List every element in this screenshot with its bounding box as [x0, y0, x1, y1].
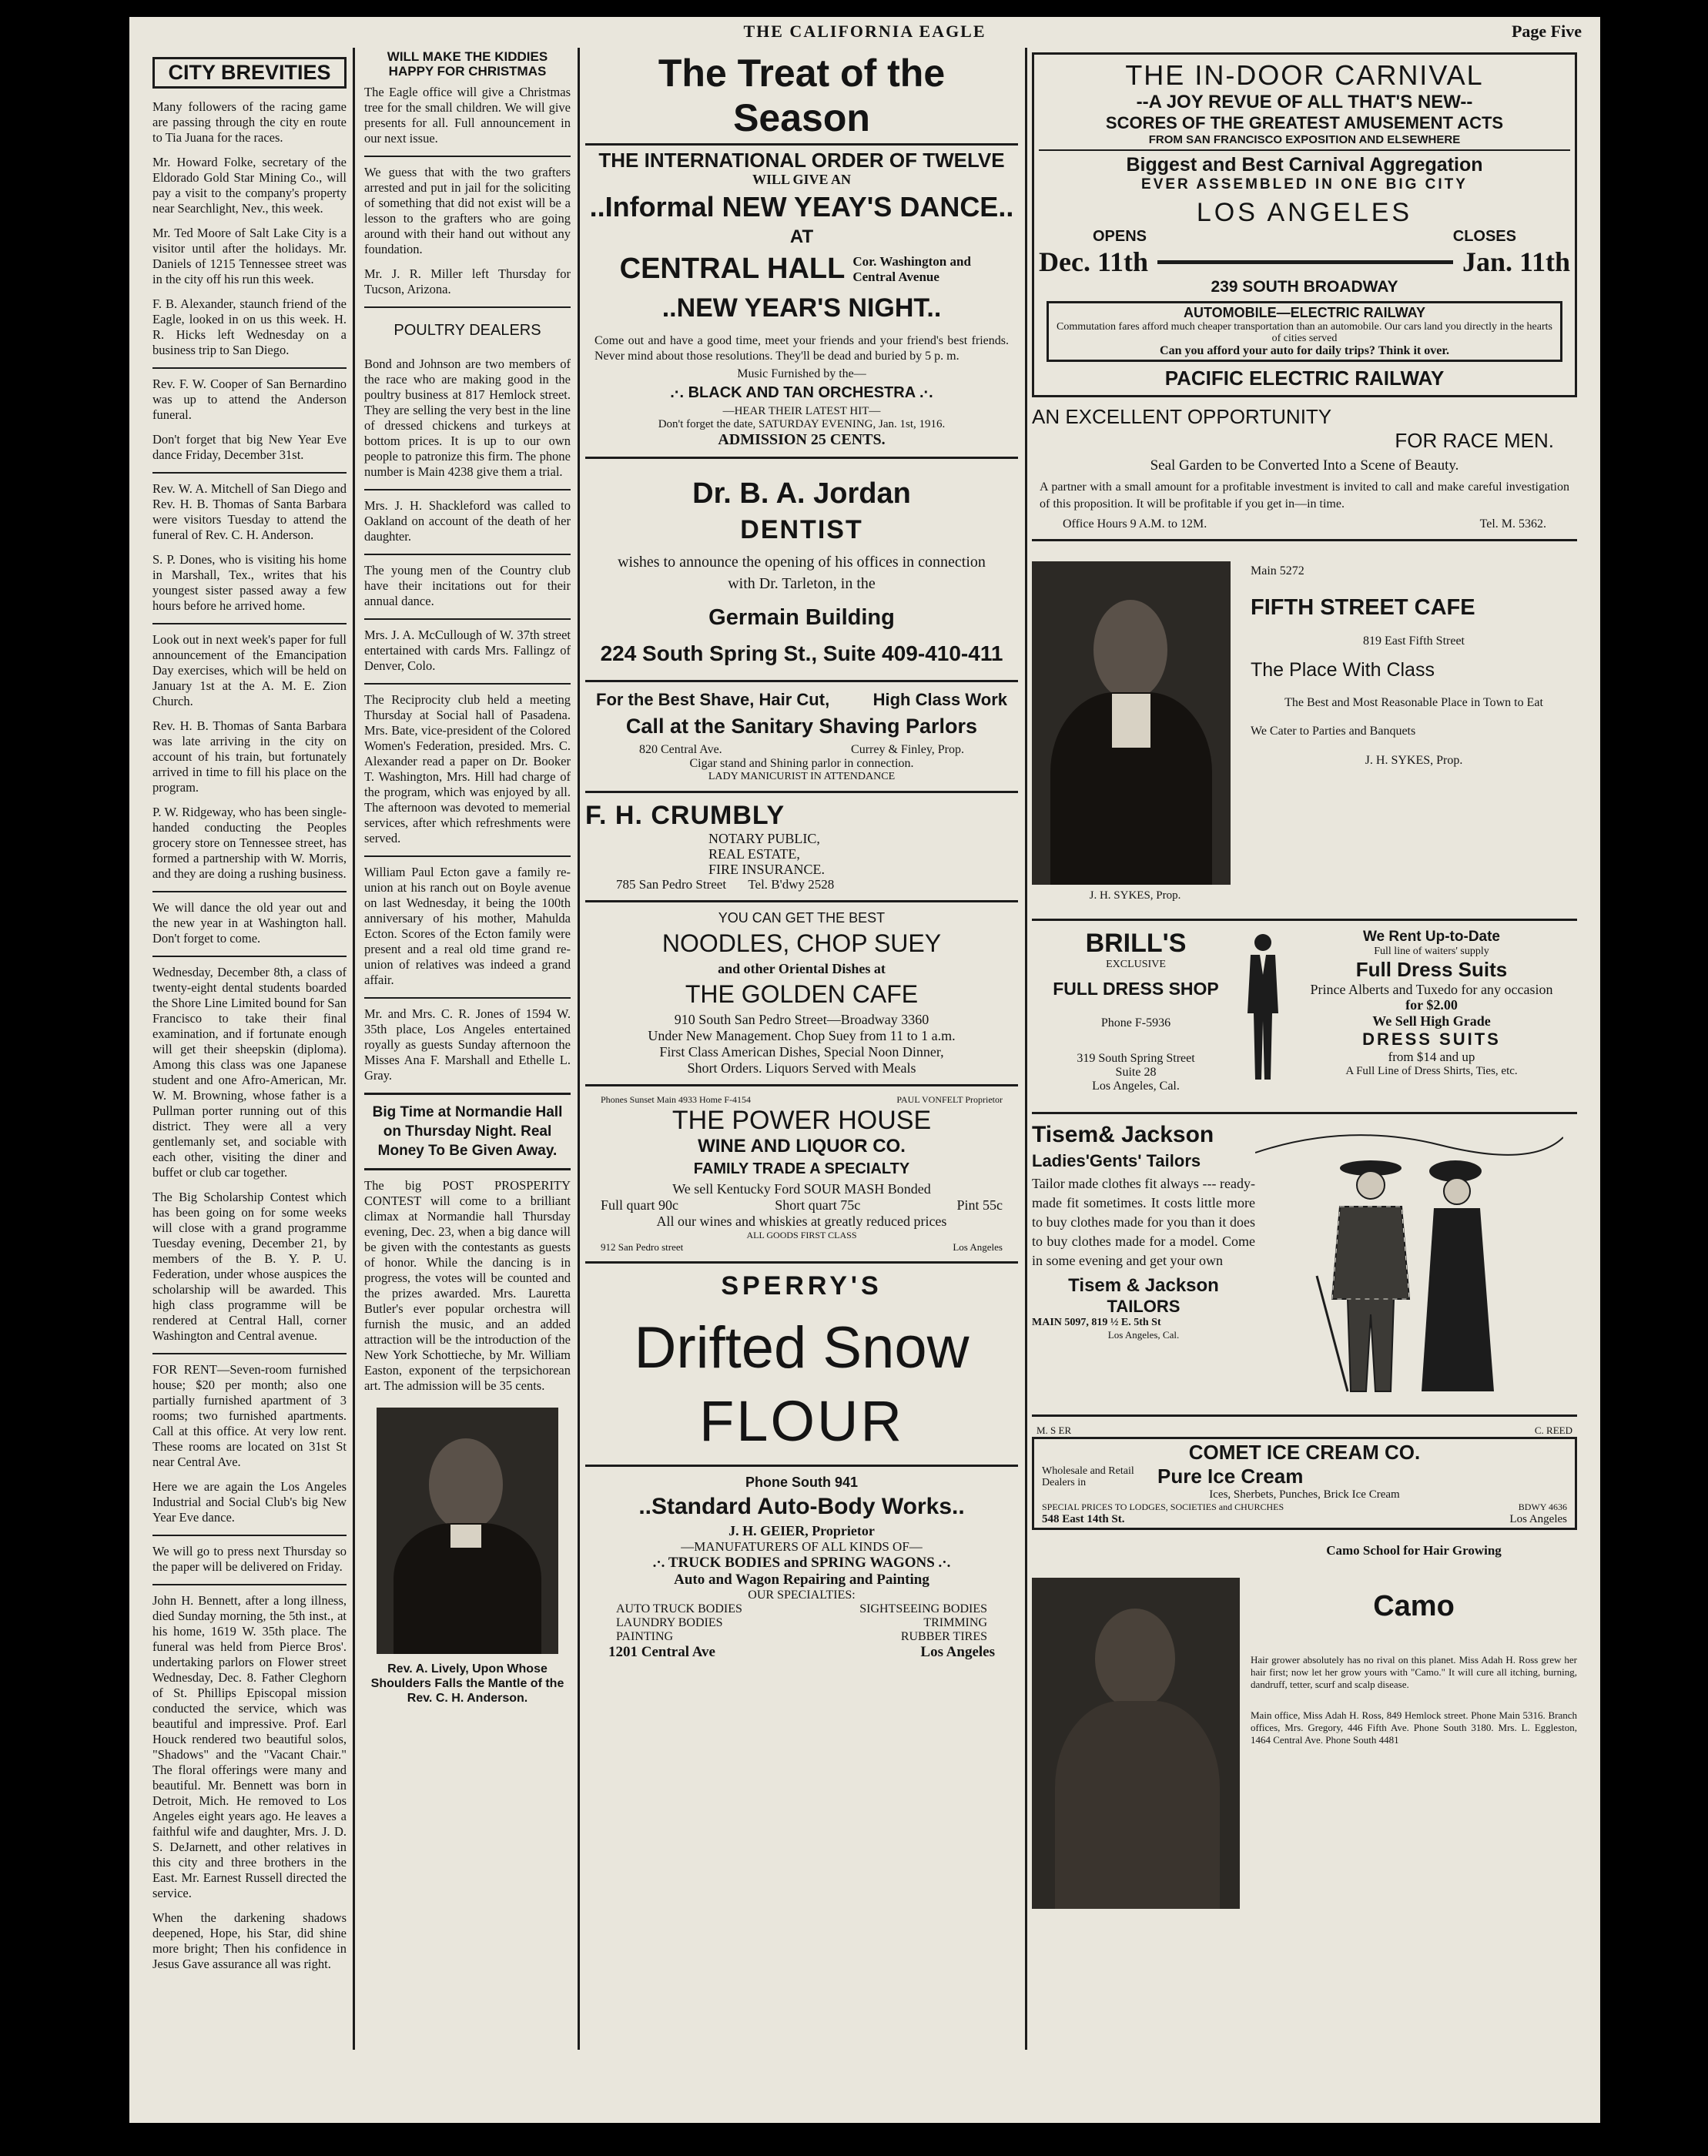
fifth-address: 819 East Fifth Street [1363, 634, 1465, 648]
fifth-cater: We Cater to Parties and Banquets [1251, 725, 1416, 738]
fifth-place: The Place With Class [1251, 659, 1435, 681]
power-pint: Pint 55c [956, 1197, 1003, 1213]
column-rule [578, 48, 580, 2050]
brill-line: A Full Line of Dress Shirts, Ties, etc. [1345, 1065, 1518, 1077]
dance-event: ..Informal NEW YEAY'S DANCE.. [589, 191, 1014, 223]
comet-pure: Pure Ice Cream [1157, 1465, 1304, 1488]
divider [152, 1584, 347, 1585]
shave-lady: LADY MANICURIST IN ATTENDANCE [708, 771, 896, 782]
divider [364, 997, 571, 999]
brevity-item: When the darkening shadows deepened, Hope, his Star, did shine more bright; Then his confidence in Jesus Gave assurance all was right. [152, 1910, 347, 1971]
auto-s2: SIGHTSEEING BODIES [859, 1602, 987, 1615]
brevities-list [152, 99, 347, 1972]
carnival-ever: EVER ASSEMBLED IN ONE BIG CITY [1141, 176, 1468, 192]
rail-question: Can you afford your auto for daily trips? Think it over. [1160, 344, 1449, 357]
power-short: Short quart 75c [775, 1197, 861, 1213]
divider [585, 680, 1018, 682]
brevity-item: Look out in next week's paper for full announcement of the Emancipation Day exercises, which will be held on January 1st at the A. M. E. Zion Church. [152, 632, 347, 708]
divider [364, 1093, 571, 1095]
power-sell: We sell Kentucky Ford SOUR MASH Bonded [672, 1181, 931, 1197]
auto-repair: Auto and Wagon Repairing and Painting [674, 1572, 929, 1588]
fifth-name: FIFTH STREET CAFE [1251, 595, 1475, 620]
divider [364, 489, 571, 490]
carnival-sub: --A JOY REVUE OF ALL THAT'S NEW-- [1136, 92, 1473, 112]
jordan-address: 224 South Spring St., Suite 409-410-411 [600, 641, 1003, 665]
shave-address: 820 Central Ave. [639, 743, 722, 756]
divider [1039, 149, 1570, 151]
tisem-body: Tailor made clothes fit always --- ready-made fit sometimes. It costs little more to buy clothes made for you than it does to buy clothes made for a model. Come in some evening and get your own [1032, 1176, 1255, 1268]
brill-sell: We Sell High Grade [1372, 1013, 1491, 1029]
city-brevities-heading: CITY BREVITIES [152, 57, 347, 89]
crumbly-insurance: FIRE INSURANCE. [708, 862, 826, 877]
power-address: 912 San Pedro street [601, 1241, 684, 1253]
divider [364, 306, 571, 308]
golden-dish: NOODLES, CHOP SUEY [661, 929, 942, 957]
brevity-item: Don't forget that big New Year Eve dance Friday, December 31st. [152, 432, 347, 462]
sperry-flour: FLOUR [699, 1389, 904, 1453]
normandie-heading: Big Time at Normandie Hall on Thursday Night. Real Money To Be Given Away. [372, 1104, 563, 1159]
divider [585, 791, 1018, 793]
camo-office: Main office, Miss Adah H. Ross, 849 Hemlock street. Phone Main 5316. Branch offices, Mrs. Gregory, 446 Fifth Ave. Phone South 3180. Mrs. L. Eggleston, 1464 Central Ave. Phone South 4481 [1251, 1709, 1577, 1746]
camo-hair-ad [1032, 1542, 1577, 1909]
crumbly-name: F. H. CRUMBLY [585, 801, 785, 830]
divider [364, 683, 571, 685]
jordan-dentist-ad [585, 467, 1018, 672]
opp-body: A partner with a small amount for a profitable investment is invited to call and make careful investigation of this proposition. It will be profitable if you get in—in time. [1040, 480, 1569, 511]
divider [152, 1535, 347, 1536]
dance-night: ..NEW YEAR'S NIGHT.. [661, 293, 942, 323]
dress-suit-figure-icon [1240, 929, 1286, 1083]
brevity-item: Rev. H. B. Thomas of Santa Barbara was late arriving in the city on account of his train, but fortunately arrived in time to fill his place on the program. [152, 718, 347, 795]
golden-address: 910 South San Pedro Street—Broadway 3360 [674, 1012, 929, 1027]
carnival-open-date: Dec. 11th [1039, 246, 1148, 277]
dance-at: AT [789, 226, 814, 247]
power-city: Los Angeles [953, 1241, 1003, 1253]
jordan-body: wishes to announce the opening of his offices in connection with Dr. Tarleton, in the [618, 554, 986, 592]
column-rule [353, 48, 355, 2050]
divider [364, 554, 571, 555]
dance-body: Come out and have a good time, meet your friends and your friend's best friends. Never mind about those resolutions. They'll be dead and buried by 5 p. m. [594, 334, 1009, 363]
column-rule [1025, 48, 1027, 2050]
sperry-brand: SPERRY'S [721, 1271, 882, 1301]
auto-city: Los Angeles [920, 1644, 995, 1660]
crumbly-tel: Tel. B'dwy 2528 [748, 877, 835, 892]
golden-line2: First Class American Dishes, Special Noon Dinner, [659, 1044, 944, 1060]
brill-city: Los Angeles, Cal. [1092, 1080, 1180, 1093]
carnival-biggest: Biggest and Best Carnival Aggregation [1126, 154, 1483, 176]
fifth-prop: J. H. SYKES, Prop. [1365, 754, 1463, 767]
comet-left: M. S ER [1037, 1424, 1072, 1436]
brill-name: BRILL'S [1085, 929, 1187, 958]
tailored-couple-illustration-icon [1255, 1122, 1563, 1399]
brill-dress: DRESS SUITS [1362, 1029, 1501, 1049]
grafters-article: We guess that with the two grafters arrested and put in jail for the soliciting of something that did not exist will be a lesson to the grafters who are going around with their hand out without any foundation. [364, 165, 571, 256]
rev-lively-photo [377, 1408, 558, 1654]
pacific-electric: PACIFIC ELECTRIC RAILWAY [1164, 367, 1445, 390]
carnival-from: FROM SAN FRANCISCO EXPOSITION AND ELSEWHERE [1148, 133, 1461, 146]
dance-music: Music Furnished by the— [737, 367, 866, 380]
golden-line3: Short Orders. Liquors Served with Meals [687, 1060, 916, 1076]
dance-org: THE INTERNATIONAL ORDER OF TWELVE [598, 149, 1005, 172]
divider [364, 618, 571, 620]
opp-title: AN EXCELLENT OPPORTUNITY [1032, 405, 1332, 428]
newspaper-title: THE CALIFORNIA EAGLE [743, 22, 986, 41]
brevity-item: We will dance the old year out and the new year in at Washington hall. Don't forget to come. [152, 900, 347, 946]
sperry-product: Drifted Snow [634, 1315, 970, 1381]
brill-shop: FULL DRESS SHOP [1053, 979, 1219, 999]
shave-cigar: Cigar stand and Shining parlor in connection. [689, 757, 914, 770]
brevity-item: Mr. Howard Folke, secretary of the Eldorado Gold Star Mining Co., will pay a visit to the company's property near Searchlight, Nev., this week. [152, 155, 347, 216]
opp-title2: FOR RACE MEN. [1395, 429, 1554, 452]
jordan-building: Germain Building [708, 605, 895, 630]
camo-school: Camo School for Hair Growing [1326, 1543, 1502, 1558]
tisem-name2: Tisem & Jackson [1068, 1275, 1219, 1296]
power-phones: Phones Sunset Main 4933 Home F-4154 [601, 1094, 751, 1105]
divider [364, 855, 571, 857]
divider [152, 891, 347, 892]
brill-price: for $2.00 [1405, 997, 1458, 1013]
golden-name: THE GOLDEN CAFE [685, 980, 919, 1008]
divider [364, 1168, 571, 1170]
fifth-best: The Best and Most Reasonable Place in Town to Eat [1284, 696, 1543, 709]
jordan-name: Dr. B. A. Jordan [692, 477, 911, 510]
golden-pre: YOU CAN GET THE BEST [718, 910, 886, 926]
tisem-jackson-ad [1032, 1122, 1577, 1407]
auto-mfg: —MANUFATURERS OF ALL KINDS OF— [681, 1539, 923, 1554]
auto-body-works-ad [585, 1475, 1018, 1661]
brill-suite: Suite 28 [1115, 1066, 1157, 1079]
brevity-item: F. B. Alexander, staunch friend of the Eagle, looked in on us this week. H. R. Hicks left Wednesday on a business trip to San Diego. [152, 296, 347, 357]
brevity-item: John H. Bennett, after a long illness, died Sunday morning, the 5th inst., at his home, 1619 W. 35th place. The funeral was held from Pierce Bros'. undertaking parlors on Flower street Wednesday, Dec. 8. Father Cleghorn of St. Phillips Episcopal mission conducted the service, which was beautiful and impressive. Prof. Earl Houck rendered two beautiful solos, "Shadows" and the "Vacant Chair." The floral offerings were many and beautiful. Mr. Bennett was born in Detroit, Mich. He removed to Los Angeles eight years ago. He leaves a faithful wife and daughter, Mrs. J. D. S. DeJarnett, and other relatives in this city and three brothers in the East. Mr. Earnest Russell directed the service. [152, 1593, 347, 1900]
power-owner: PAUL VONFELT Proprietor [896, 1094, 1003, 1105]
indoor-carnival-ad [1032, 52, 1577, 397]
sanitary-shaving-ad [585, 690, 1018, 783]
brill-phone: Phone F-5936 [1100, 1016, 1171, 1029]
opportunity-ad [1032, 405, 1577, 531]
poultry-heading: POULTRY DEALERS [394, 322, 541, 339]
auto-spec: OUR SPECIALTIES: [748, 1589, 856, 1602]
brevity-item: Rev. W. A. Mitchell of San Diego and Rev. H. B. Thomas of Santa Barbara were visitors Tuesday to attend the funeral of Rev. C. H. Anderson. [152, 481, 347, 542]
auto-s5: PAINTING [616, 1630, 674, 1643]
crumbly-address: 785 San Pedro Street [616, 877, 727, 892]
divider [152, 472, 347, 474]
golden-other: and other Oriental Dishes at [718, 961, 886, 976]
rail-title: AUTOMOBILE—ELECTRIC RAILWAY [1183, 305, 1425, 320]
ads-column-3 [585, 48, 1018, 2050]
dance-hit: —HEAR THEIR LATEST HIT— [722, 405, 881, 417]
carnival-opens: OPENS [1093, 228, 1147, 245]
comet-ice-cream-ad [1032, 1424, 1577, 1530]
brevity-item: S. P. Dones, who is visiting his home in Marshall, Tex., writes that his youngest sister passed away a few hours before he arrived home. [152, 552, 347, 613]
ecton-article: William Paul Ecton gave a family re-union at his ranch out on Boyle avenue on last Wednesday, it being the 100th anniversary of his mother, Mahulda Ecton. Scores of the Ecton family were present and a real old time grand re-union of relatives was indeed a grand affair. [364, 865, 571, 987]
comet-bdwy: BDWY 4636 [1518, 1502, 1567, 1512]
normandie-article: The big POST PROSPERITY CONTEST will come to a brilliant climax at Normandie hall Thursday evening, Dec. 23, when a big dance will be given with the contestants as guests of honor. While the dancing is in progress, the votes will be counted and the prizes awarded. Mrs. Lauretta Butler's ever popular orchestra will furnish the music, and an added attraction will be the introduction of the New York Schottieche, by Mr. William Easton, exponent of the terpsichorean art. The admission will be 35 cents. [364, 1178, 571, 1393]
comet-name: COMET ICE CREAM CO. [1188, 1441, 1421, 1464]
shave-line2: Call at the Sanitary Shaving Parlors [625, 715, 978, 738]
crumbly-ad [585, 801, 1018, 892]
auto-owner: J. H. GEIER, Proprietor [728, 1523, 875, 1538]
auto-address: 1201 Central Ave [608, 1644, 715, 1660]
dance-corner: Cor. Washington and Central Avenue [852, 253, 971, 284]
page-number: Page Five [1511, 22, 1582, 41]
brill-rent: We Rent Up-to-Date [1362, 929, 1501, 945]
city-brevities-column [152, 48, 347, 2050]
news-column-2 [364, 48, 571, 2050]
brevity-item: We will go to press next Thursday so the paper will be delivered on Friday. [152, 1544, 347, 1574]
power-sub: WINE AND LIQUOR CO. [698, 1136, 906, 1157]
tisem-name: Tisem& Jackson [1032, 1122, 1214, 1147]
dance-orchestra: .·. BLACK AND TAN ORCHESTRA .·. [670, 384, 933, 401]
divider [1032, 539, 1577, 541]
power-all: All our wines and whiskies at greatly reduced prices [656, 1214, 947, 1229]
power-family: FAMILY TRADE A SPECIALTY [693, 1160, 910, 1177]
shave-line1b: High Class Work [872, 690, 1007, 709]
shave-line1: For the Best Shave, Hair Cut, [596, 690, 830, 709]
comet-special: SPECIAL PRICES TO LODGES, SOCIETIES and CHURCHES [1042, 1502, 1284, 1512]
tisem-sub: Ladies'Gents' Tailors [1032, 1151, 1201, 1170]
divider [364, 156, 571, 157]
brill-address: 319 South Spring Street [1077, 1052, 1195, 1065]
auto-s4: TRIMMING [923, 1616, 987, 1629]
carnival-city: LOS ANGELES [1196, 198, 1413, 227]
auto-s6: RUBBER TIRES [900, 1630, 987, 1643]
brevity-item: Wednesday, December 8th, a class of twenty-eight dental students boarded the Shore Line Limited bound for San Francisco to take their final examination, and if fortunate enough will get their sheepskin (diploma). Among this class was one Japanese student and one Afro-American, Mr. W. M. Browning, whose father is a Pullman porter running out of this district. They were all a very gentlemanly set, and sociable with each other, visiting the diner and buffet or club car together. [152, 965, 347, 1180]
crumbly-notary: NOTARY PUBLIC, [708, 831, 820, 846]
divider [585, 1261, 1018, 1264]
photo-caption: Rev. A. Lively, Upon Whose Shoulders Falls the Mantle of the Rev. C. H. Anderson. [370, 1662, 564, 1705]
power-name: THE POWER HOUSE [671, 1106, 932, 1135]
golden-cafe-ad [585, 910, 1018, 1076]
comet-address: 548 East 14th St. [1042, 1513, 1125, 1525]
sykes-caption: J. H. SYKES, Prop. [1089, 889, 1181, 902]
auto-phone: Phone South 941 [745, 1475, 859, 1490]
jones-note: Mr. and Mrs. C. R. Jones of 1594 W. 35th place, Los Angeles entertained royally as guests Sunday afternoon the Misses Ana F. Marshall and Ethelle L. Gray. [364, 1006, 571, 1083]
reciprocity-article: The Reciprocity club held a meeting Thursday at Social hall of Pasadena. Mrs. Bate, vice-president of the Colored Women's Federation, presided. Mrs. C. Alexander read a paper on Dr. Booker T. Washington, Mrs. Hill had charge of the program, which was enjoyed by all. The afternoon was devoted to memerial services, after which refreshments were served. [364, 692, 571, 845]
country-club-note: The young men of the Country club have their incitations out for their annual dance. [364, 563, 571, 608]
auto-s3: LAUNDRY BODIES [616, 1616, 723, 1629]
sperrys-flour-ad [585, 1271, 1018, 1457]
brills-dress-shop-ad [1032, 929, 1577, 1098]
dance-title: The Treat of the Season [658, 52, 946, 139]
brill-waiters: Full line of waiters' supply [1374, 946, 1489, 957]
brevity-item: Mr. Ted Moore of Salt Lake City is a visitor until after the holidays. Mr. Daniels of 1215 Tennessee street was in the city off his run this week. [152, 226, 347, 286]
dance-date: Don't forget the date, SATURDAY EVENING, Jan. 1st, 1916. [658, 418, 946, 430]
opp-seal: Seal Garden to be Converted Into a Scene of Beauty. [1150, 457, 1459, 474]
divider [1032, 1112, 1577, 1114]
camo-body: Hair grower absolutely has no rival on this planet. Miss Adah H. Ross grew her hair first; now let her grow yours with "Camo." It will cure all itching, burning, dandruff, tetter, scurf and scalp disease. [1251, 1654, 1577, 1690]
brill-suits: Full Dress Suits [1355, 958, 1508, 981]
comet-city: Los Angeles [1509, 1513, 1567, 1525]
kiddies-heading: WILL MAKE THE KIDDIES HAPPY FOR CHRISTMAS [387, 49, 548, 79]
divider [585, 1465, 1018, 1467]
carnival-close-date: Jan. 11th [1462, 246, 1570, 277]
brevity-item: Many followers of the racing game are passing through the city en route to Tia Juana for the races. [152, 99, 347, 145]
comet-wholesale: Wholesale and Retail Dealers in [1042, 1465, 1134, 1488]
comet-right: C. REED [1534, 1424, 1572, 1436]
carnival-scores: SCORES OF THE GREATEST AMUSEMENT ACTS [1105, 113, 1504, 132]
rail-body: Commutation fares afford much cheaper transportation than an automobile. Our cars land you directly in the hearts of cities served [1057, 321, 1552, 344]
carnival-closes: CLOSES [1452, 228, 1516, 245]
camo-brand: Camo [1373, 1590, 1455, 1622]
divider [1032, 919, 1577, 921]
ads-column-4 [1032, 48, 1577, 2050]
divider [1032, 1414, 1577, 1417]
divider [152, 623, 347, 624]
dance-admission: ADMISSION 25 CENTS. [718, 431, 886, 448]
mccullough-note: Mrs. J. A. McCullough of W. 37th street entertained with cards Mrs. Fallingz of Denver, Colo. [364, 628, 571, 673]
power-class: ALL GOODS FIRST CLASS [746, 1230, 857, 1240]
divider [152, 956, 347, 957]
opp-tel: Tel. M. 5362. [1479, 517, 1546, 531]
fifth-street-cafe-ad [1032, 549, 1577, 911]
brevity-item: The Big Scholarship Contest which has been going on for some weeks will close with a grand programme Tuesday evening, December 21, by members of the B. Y. P. U. Federation, under whose auspices the scholarship will be awarded. This high class programme will be rendered at Central Hall, corner Washington and Central avenue. [152, 1190, 347, 1343]
divider [585, 1084, 1018, 1086]
opp-hours: Office Hours 9 A.M. to 12M. [1063, 517, 1207, 531]
tisem-tailors: TAILORS [1107, 1297, 1181, 1316]
brill-exclusive: EXCLUSIVE [1106, 959, 1166, 970]
auto-s1: AUTO TRUCK BODIES [616, 1602, 742, 1615]
tisem-city: Los Angeles, Cal. [1107, 1329, 1180, 1341]
auto-trucks: .·. TRUCK BODIES and SPRING WAGONS .·. [652, 1555, 951, 1571]
auto-name: ..Standard Auto-Body Works.. [638, 1494, 965, 1519]
divider [585, 143, 1018, 146]
shackleford-note: Mrs. J. H. Shackleford was called to Oakland on account of the death of her daughter. [364, 498, 571, 544]
golden-line1: Under New Management. Chop Suey from 11 to 1 a.m. [648, 1028, 956, 1043]
new-years-dance-ad [585, 51, 1018, 449]
miller-note: Mr. J. R. Miller left Thursday for Tucson, Arizona. [364, 266, 571, 296]
jordan-title: DENTIST [740, 515, 863, 544]
brevity-item: Rev. F. W. Cooper of San Bernardino was up to attend the Anderson funeral. [152, 377, 347, 422]
kiddies-article: The Eagle office will give a Christmas tree for the small children. We will give presents for all. Full announcement in our next issue. [364, 85, 571, 146]
dance-hall: CENTRAL HALL [619, 253, 846, 285]
brevity-item: FOR RENT—Seven-room furnished house; $20 per month; also one partially furnished apartment of 3 rooms; two furnished apartments. Call at this office. At very low rent. These rooms are located on 31st St near Central Ave. [152, 1362, 347, 1469]
brill-from: from $14 and up [1388, 1050, 1475, 1064]
carnival-title: THE IN-DOOR CARNIVAL [1125, 59, 1484, 91]
newspaper-page [129, 17, 1600, 2123]
divider [152, 1353, 347, 1354]
divider [585, 457, 1018, 459]
divider [152, 367, 347, 369]
camo-woman-photo [1032, 1578, 1240, 1909]
power-house-ad [585, 1094, 1018, 1254]
tisem-address: MAIN 5097, 819 ½ E. 5th St [1032, 1317, 1161, 1328]
power-full: Full quart 90c [601, 1197, 678, 1213]
poultry-article: Bond and Johnson are two members of the race who are making good in the poultry business at 817 Hemlock street. They are selling the very best in the line of dressed chickens and turkeys at bottom prices. It is up to our own people to patronize this firm. The phone number is Main 4238 give them a trial. [364, 357, 571, 479]
divider [585, 900, 1018, 902]
comet-ices: Ices, Sherbets, Punches, Brick Ice Cream [1209, 1488, 1400, 1501]
masthead [129, 17, 1600, 48]
fifth-main: Main 5272 [1251, 564, 1304, 578]
shave-props: Currey & Finley, Prop. [851, 743, 964, 756]
brill-prince: Prince Alberts and Tuxedo for any occasion [1310, 982, 1553, 997]
brevity-item: Here we are again the Los Angeles Industrial and Social Club's big New Year Eve dance. [152, 1479, 347, 1525]
carnival-address: 239 SOUTH BROADWAY [1211, 278, 1398, 296]
crumbly-real-estate: REAL ESTATE, [708, 846, 800, 862]
brevity-item: P. W. Ridgeway, who has been single-handed conducting the Peoples grocery store on Tennessee street, has formed a partnership with W. Morris, and they are doing a rushing business. [152, 805, 347, 881]
dance-give: WILL GIVE AN [752, 172, 852, 187]
sykes-photo [1032, 561, 1231, 885]
